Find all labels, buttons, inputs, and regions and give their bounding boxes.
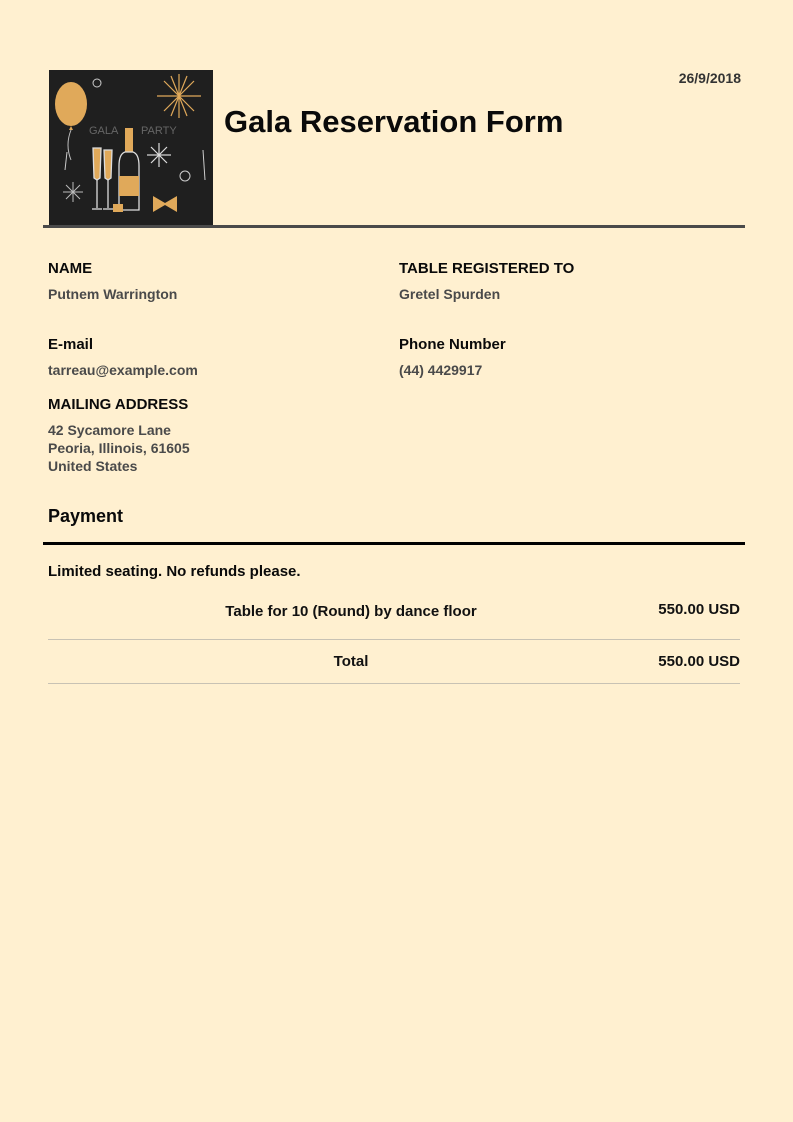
address-line-2: Peoria, Illinois, 61605: [48, 440, 190, 456]
email-field: [48, 336, 198, 379]
mailing-address-label: MAILING ADDRESS: [48, 396, 189, 413]
name-label: NAME: [48, 260, 93, 277]
form-date: 26/9/2018: [678, 70, 741, 86]
payment-total-label: Total: [333, 653, 369, 670]
svg-text:PARTY: PARTY: [141, 125, 177, 137]
payment-note: Limited seating. No refunds please.: [48, 563, 301, 580]
header-divider: [43, 225, 745, 228]
payment-item-amount: 550.00 USD: [658, 601, 740, 618]
mailing-address-field: [48, 396, 190, 475]
payment-item-description: Table for 10 (Round) by dance floor: [225, 603, 477, 620]
phone-number-label: Phone Number: [399, 336, 506, 353]
name-value: Putnem Warrington: [48, 286, 178, 302]
phone-number-value: (44) 4429917: [399, 362, 483, 378]
payment-divider: [43, 542, 745, 545]
email-value: tarreau@example.com: [48, 362, 198, 378]
gala-party-logo-graphic: [49, 70, 213, 226]
payment-section-title: Payment: [48, 506, 124, 526]
table-registered-to-label: TABLE REGISTERED TO: [399, 260, 575, 277]
address-line-3: United States: [48, 458, 138, 474]
table-registered-to-value: Gretel Spurden: [399, 286, 501, 302]
email-label: E-mail: [48, 336, 94, 353]
table-registered-to-field: [399, 260, 574, 303]
gala-party-logo: [49, 70, 213, 226]
name-field: [48, 260, 177, 303]
payment-total-amount: 550.00 USD: [658, 653, 740, 670]
balloon-icon: [55, 82, 87, 126]
page-title: Gala Reservation Form: [224, 104, 564, 139]
svg-text:GALA: GALA: [89, 125, 119, 137]
address-line-1: 42 Sycamore Lane: [48, 422, 171, 438]
phone-number-field: [399, 336, 506, 379]
payment-item-row: [48, 596, 740, 640]
payment-total-row: [48, 640, 740, 684]
firework-icon: [63, 182, 83, 202]
